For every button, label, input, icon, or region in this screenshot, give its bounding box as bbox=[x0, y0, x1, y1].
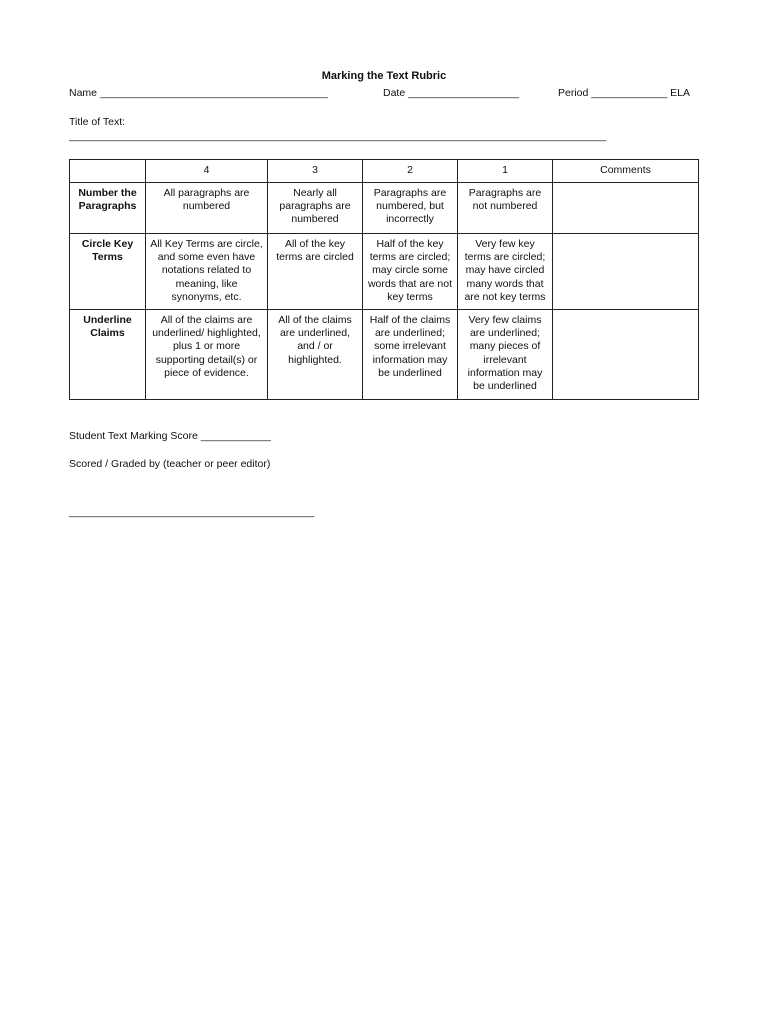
period-field bbox=[558, 87, 690, 99]
title-of-text-blank: ____________________________________________________________________________________________ bbox=[69, 130, 607, 142]
rubric-table bbox=[69, 159, 699, 400]
signature-blank: __________________________________________ bbox=[69, 506, 315, 518]
date-label: Date bbox=[383, 87, 406, 99]
column-header-2: 2 bbox=[363, 160, 458, 183]
period-blank: _____________ bbox=[591, 87, 668, 99]
table-cell: Half of the claims are underlined; some irrelevant information may be underlined bbox=[363, 310, 458, 400]
table-cell: Paragraphs are numbered, but incorrectly bbox=[363, 183, 458, 234]
table-cell: All paragraphs are numbered bbox=[146, 183, 268, 234]
date-field bbox=[383, 87, 519, 99]
table-cell: Very few claims are underlined; many pieces of irrelevant information may be underlined bbox=[458, 310, 553, 400]
table-row bbox=[70, 234, 699, 310]
row-label-circle-key-terms: Circle Key Terms bbox=[70, 234, 146, 310]
comments-cell bbox=[553, 310, 699, 400]
table-cell: All of the claims are underlined, and / or highlighted. bbox=[268, 310, 363, 400]
row-label-underline-claims: Underline Claims bbox=[70, 310, 146, 400]
table-cell: Paragraphs are not numbered bbox=[458, 183, 553, 234]
score-label: Student Text Marking Score bbox=[69, 430, 198, 442]
table-cell: All of the claims are underlined/ highlighted, plus 1 or more supporting detail(s) or piece of evidence. bbox=[146, 310, 268, 400]
period-label: Period bbox=[558, 87, 589, 99]
table-cell: Half of the key terms are circled; may circle some words that are not key terms bbox=[363, 234, 458, 310]
title-of-text-label: Title of Text: bbox=[69, 116, 126, 128]
column-header-3: 3 bbox=[268, 160, 363, 183]
column-header-blank bbox=[70, 160, 146, 183]
column-header-comments: Comments bbox=[553, 160, 699, 183]
table-cell: All Key Terms are circle, and some even have notations related to meaning, like synonyms, etc. bbox=[146, 234, 268, 310]
comments-cell bbox=[553, 183, 699, 234]
column-header-4: 4 bbox=[146, 160, 268, 183]
table-cell: Nearly all paragraphs are numbered bbox=[268, 183, 363, 234]
name-blank: _______________________________________ bbox=[99, 87, 328, 99]
table-cell: All of the key terms are circled bbox=[268, 234, 363, 310]
row-label-number-paragraphs: Number the Paragraphs bbox=[70, 183, 146, 234]
column-header-1: 1 bbox=[458, 160, 553, 183]
date-blank: ___________________ bbox=[408, 87, 520, 99]
score-blank: ____________ bbox=[200, 430, 271, 442]
class-label: ELA bbox=[670, 87, 690, 99]
name-label: Name bbox=[69, 87, 98, 99]
table-cell: Very few key terms are circled; may have circled many words that are not key terms bbox=[458, 234, 553, 310]
table-row bbox=[70, 183, 699, 234]
name-field bbox=[69, 87, 328, 99]
page-title: Marking the Text Rubric bbox=[321, 70, 447, 82]
score-field bbox=[69, 430, 271, 442]
comments-cell bbox=[553, 234, 699, 310]
graded-by-label: Scored / Graded by (teacher or peer editor) bbox=[69, 458, 271, 470]
table-row bbox=[70, 310, 699, 400]
table-header-row bbox=[70, 160, 699, 183]
